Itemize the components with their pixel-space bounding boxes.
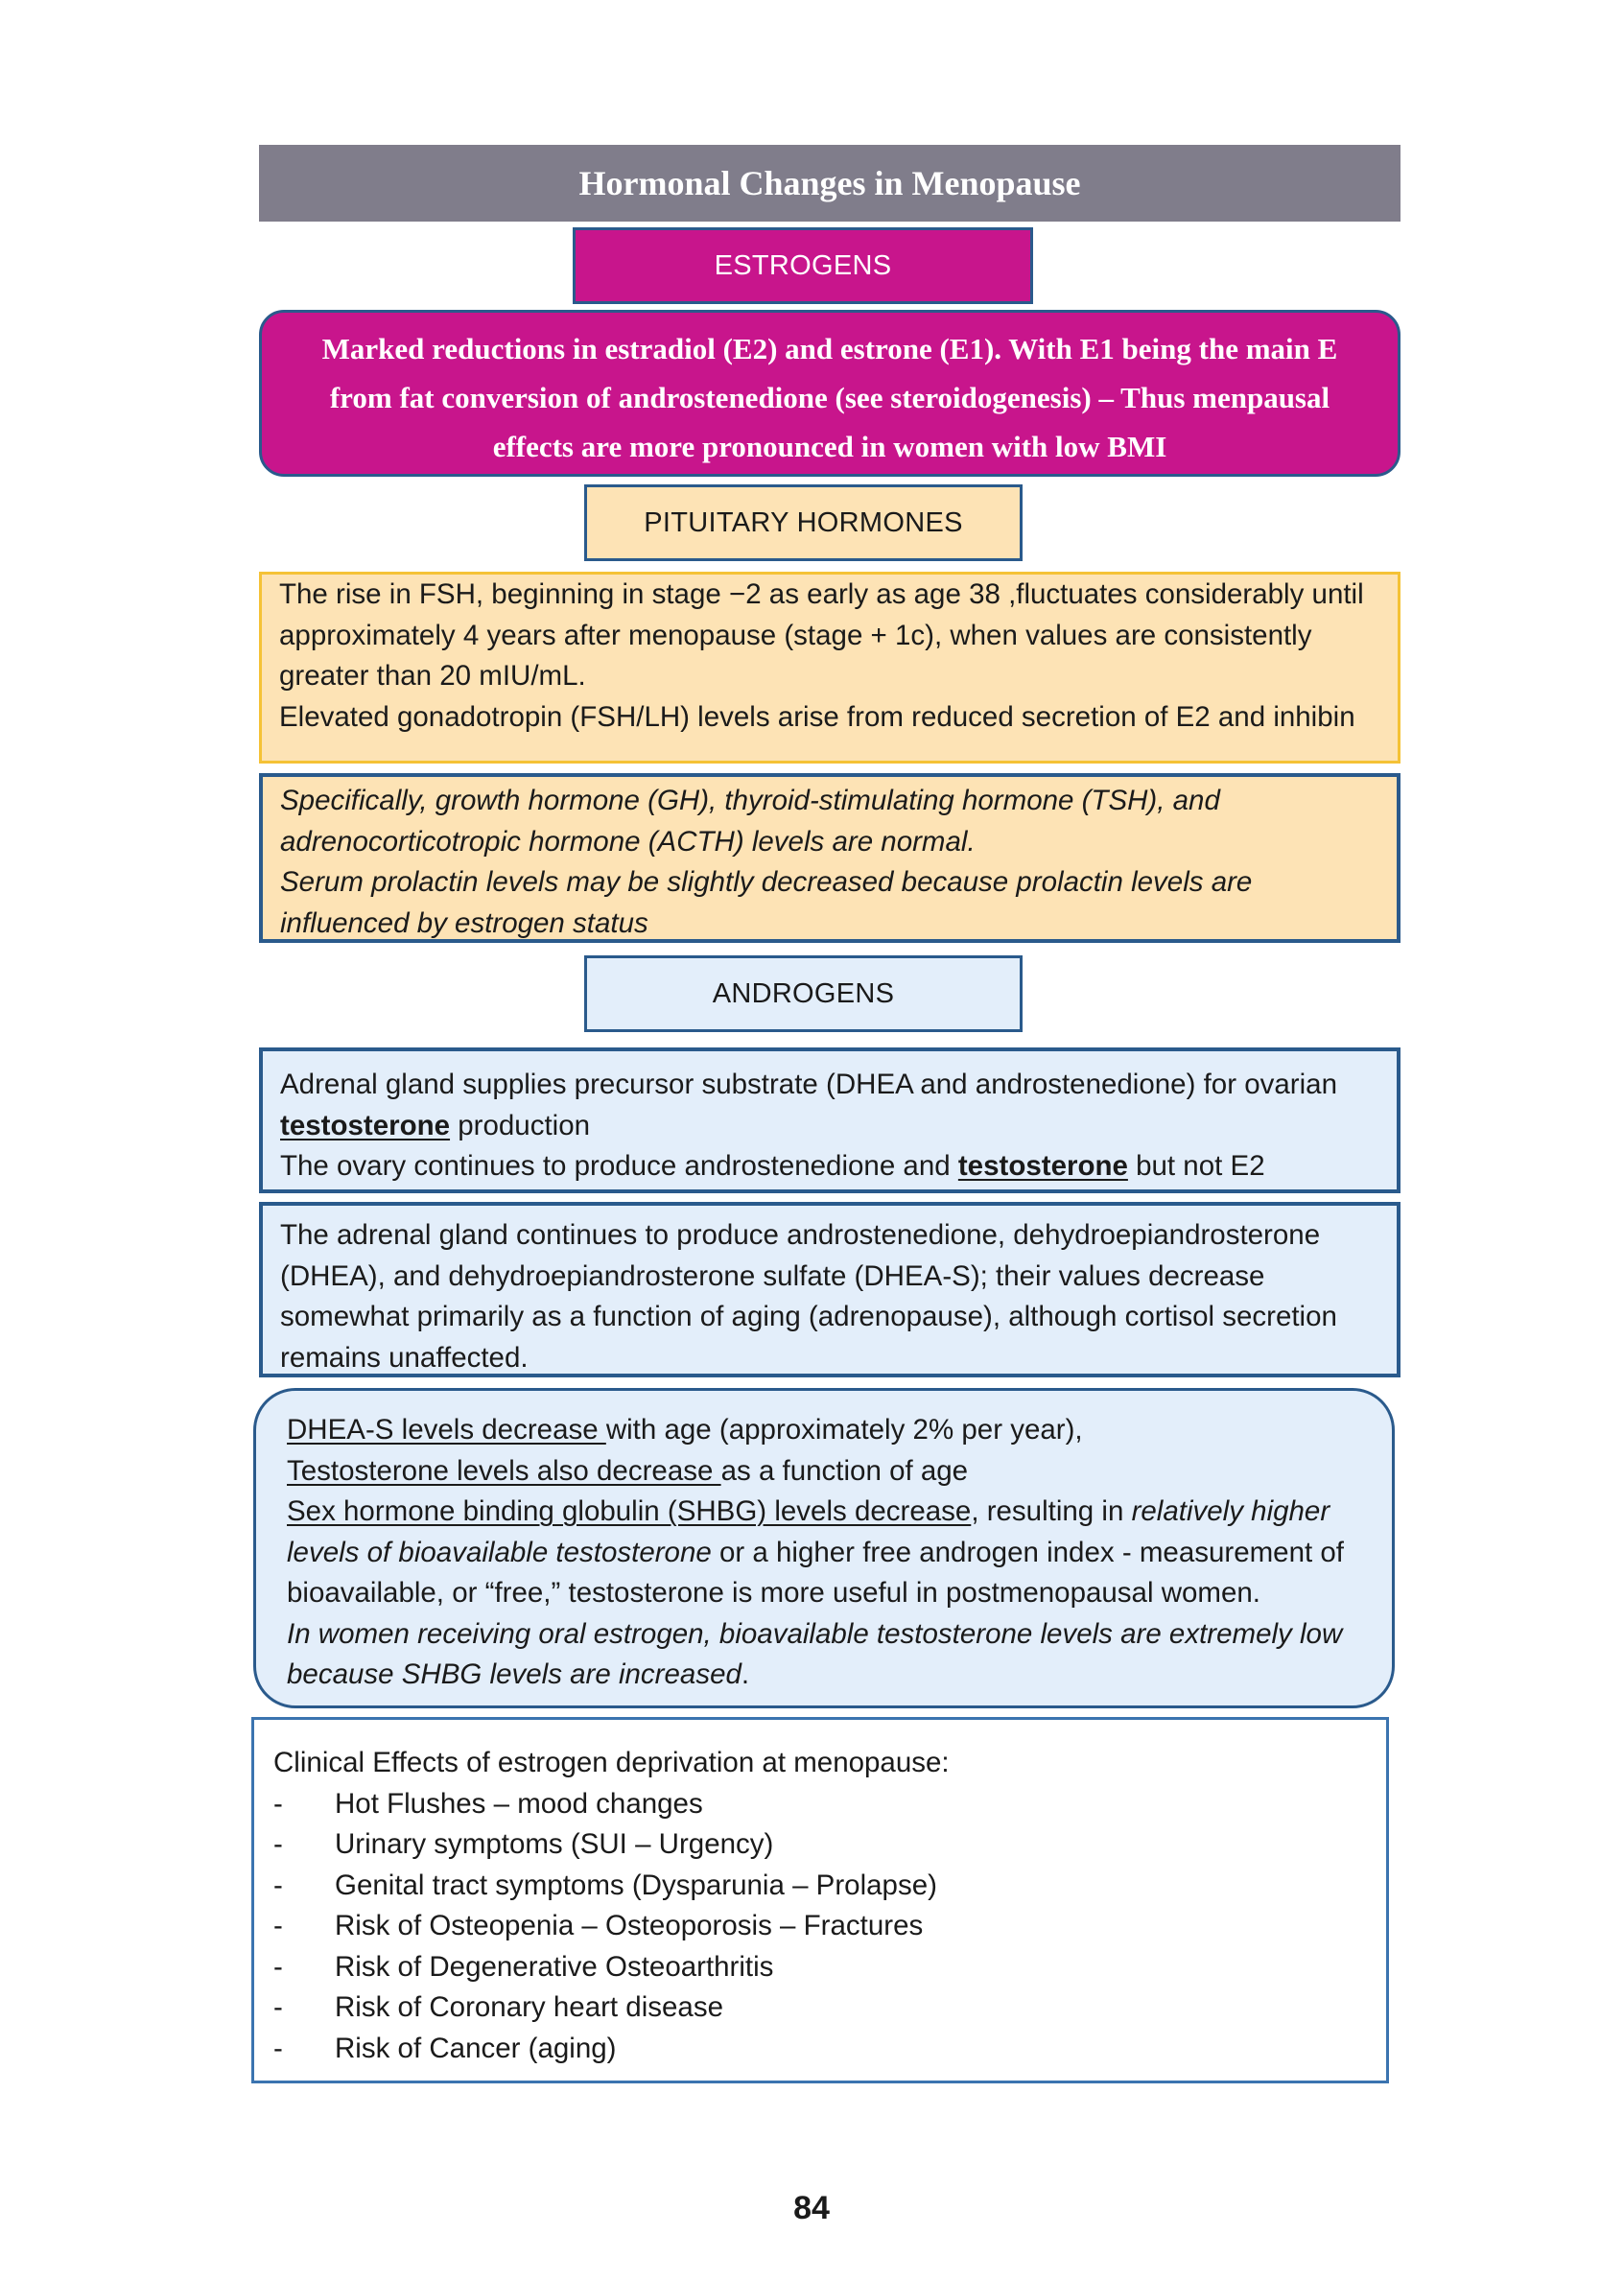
page-title: Hormonal Changes in Menopause <box>259 145 1400 222</box>
fsh-rise-text: The rise in FSH, beginning in stage −2 as early as age 38 ,fluctuates considerably until approximately 4 years after menopause (stage + 1c), when values are consistently greater than 20 mIU/mL. <box>279 578 1364 692</box>
list-item: - Risk of Cancer (aging) <box>273 2029 1369 2070</box>
pituitary-fsh-box <box>259 572 1400 764</box>
dash-bullet-icon: - <box>273 1787 283 1820</box>
ovary-production-text: The ovary continues to produce androstenedione and testosterone but not E2 <box>280 1150 1265 1182</box>
clinical-effects-heading: Clinical Effects of estrogen deprivation at menopause: <box>273 1747 950 1778</box>
list-item: - Genital tract symptoms (Dysparunia – Prolapse) <box>273 1866 1369 1907</box>
list-item: - Urinary symptoms (SUI – Urgency) <box>273 1824 1369 1866</box>
dash-bullet-icon: - <box>273 1828 283 1860</box>
prolactin-text: Serum prolactin levels may be slightly decreased because prolactin levels are influenced by estrogen status <box>280 866 1253 939</box>
dash-bullet-icon: - <box>273 1950 283 1983</box>
androgens-precursor-box <box>259 1047 1400 1193</box>
pituitary-header: PITUITARY HORMONES <box>584 484 1023 561</box>
list-item: - Risk of Degenerative Osteoarthritis <box>273 1947 1369 1988</box>
adrenal-production-text: The adrenal gland continues to produce androstenedione, dehydroepiandrosterone (DHEA), and dehydroepiandrosterone sulfate (DHEA-S); their values decrease somewhat primarily as a function of aging (adrenopause), although cortisol secretion remains unaffected. <box>280 1219 1337 1374</box>
gh-tsh-acth-text: Specifically, growth hormone (GH), thyroid-stimulating hormone (TSH), and adrenocorticotropic hormone (ACTH) levels are normal. <box>280 785 1220 858</box>
list-item: - Risk of Osteopenia – Osteoporosis – Fractures <box>273 1906 1369 1947</box>
dash-bullet-icon: - <box>273 1869 283 1901</box>
testosterone-levels-text: Testosterone levels also decrease as a function of age <box>287 1454 969 1487</box>
testosterone-emphasis: testosterone <box>957 1150 1128 1182</box>
dash-bullet-icon: - <box>273 1910 283 1941</box>
pituitary-other-hormones-box <box>259 773 1400 943</box>
testosterone-emphasis: testosterone <box>280 1109 451 1141</box>
adrenal-precursor-text: Adrenal gland supplies precursor substrate (DHEA and androstenedione) for ovarian testosterone production <box>280 1069 1337 1141</box>
androgens-header: ANDROGENS <box>584 955 1023 1032</box>
clinical-effects-box <box>251 1717 1389 2083</box>
gonadotropin-text: Elevated gonadotropin (FSH/LH) levels arise from reduced secretion of E2 and inhibin <box>279 700 1355 733</box>
oral-estrogen-text: In women receiving oral estrogen, bioavailable testosterone levels are extremely low because SHBG levels are increased. <box>287 1617 1343 1690</box>
list-item: - Risk of Coronary heart disease <box>273 1987 1369 2029</box>
androgens-levels-box <box>253 1388 1395 1708</box>
estrogens-header: ESTROGENS <box>573 227 1033 304</box>
list-item: - Hot Flushes – mood changes <box>273 1784 1369 1825</box>
dhea-s-text: DHEA-S levels decrease with age (approximately 2% per year), <box>287 1414 1083 1446</box>
androgens-adrenal-box <box>259 1202 1400 1377</box>
dash-bullet-icon: - <box>273 2032 283 2064</box>
dash-bullet-icon: - <box>273 1991 283 2023</box>
shbg-text: Sex hormone binding globulin (SHBG) levels decrease, resulting in relatively higher levels of bioavailable testosterone or a higher free androgen index - measurement of bioavailable, or “free,” testosterone is more useful in postmenopausal women. <box>287 1495 1344 1609</box>
page-number: 84 <box>793 2190 830 2226</box>
estrogens-summary-box: Marked reductions in estradiol (E2) and estrone (E1). With E1 being the main E from fat conversion of androstenedione (see steroidogenesis) – Thus menpausal effects are more pronounced in women with low BMI <box>259 310 1400 477</box>
